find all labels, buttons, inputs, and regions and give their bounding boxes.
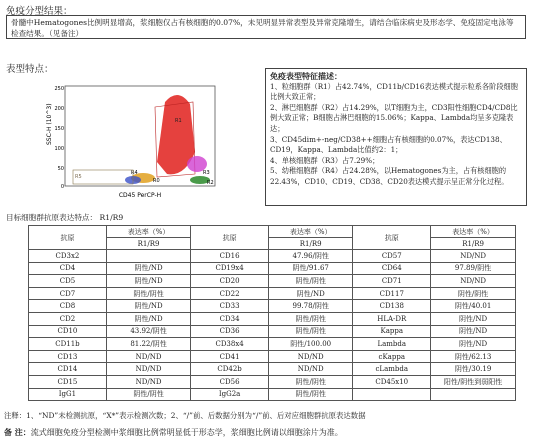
expression-cell: 阴性/62.13 (431, 350, 516, 363)
antigen-cell: CD14 (29, 363, 107, 376)
col-header: 表达率（%） (269, 226, 353, 238)
antigen-cell: cLambda (353, 363, 431, 376)
antigen-cell: CD38x4 (191, 338, 269, 351)
note-remark-text: 流式细胞免疫分型检测中浆细胞比例常明显低于形态学，浆细胞比例请以细胞涂片为准。 (30, 428, 343, 437)
description-line: 2、淋巴细胞群（R2）占14.29%，以T细胞为主，CD3阳性细胞CD4/CD8比例大致正常；B细胞占淋巴细胞的15.06%；Kappa、Lambda均呈多克隆表达； (270, 102, 518, 133)
antigen-cell: IgG1 (29, 388, 107, 401)
antigen-cell: CD4 (29, 262, 107, 275)
expression-cell: 阴性/ND (431, 325, 516, 338)
antigen-cell: HLA-DR (353, 312, 431, 325)
note-footnote: 注释：1、“ND”未检测抗原，“X*”表示检测次数；2、“/”前、后数据分别为“/”前、后对应细胞群抗原表达数据 (4, 411, 366, 420)
conclusion-text: 骨髓中Hematogones比例明显增高，浆细胞仅占有核细胞的0.07%，未见明显异常表型及异常克隆增生，请结合临床病史及形态学、免疫固定电泳等检查结果。（见备注） (11, 18, 514, 38)
antigen-cell: CD36 (191, 325, 269, 338)
antigen-cell: CD8 (29, 300, 107, 313)
antigen-cell: CD22 (191, 287, 269, 300)
expression-cell: ND/ND (431, 275, 516, 288)
expression-cell: ND/ND (431, 250, 516, 263)
antigen-cell: CD3x2 (29, 250, 107, 263)
antigen-cell: CD20 (191, 275, 269, 288)
antigen-cell: CD117 (353, 287, 431, 300)
expression-cell: 阴性/ND (269, 287, 353, 300)
table-row (29, 338, 516, 351)
expression-cell: 阴性/100.00 (269, 338, 353, 351)
antigen-cell (353, 388, 431, 401)
gate-label: R0 (153, 178, 160, 184)
antigen-cell: cKappa (353, 350, 431, 363)
expression-cell: 99.78/阴性 (269, 300, 353, 313)
antigen-cell: CD56 (191, 375, 269, 388)
gate-label: R4 (131, 170, 138, 176)
antigen-cell: CD15 (29, 375, 107, 388)
expression-cell: 阴性/阴性 (106, 287, 190, 300)
description-title: 免疫表型特征描述： (270, 71, 342, 81)
flow-plot-svg (45, 82, 220, 202)
antigen-cell: CD34 (191, 312, 269, 325)
col-header: 抗原 (191, 226, 269, 250)
expression-cell: 阴性/30.19 (431, 363, 516, 376)
expression-cell: 阴性/阴性 (269, 312, 353, 325)
col-subheader: R1/R9 (431, 238, 516, 250)
note-remark-label: 备 注： (4, 428, 31, 437)
description-box (265, 68, 527, 206)
antigen-cell: CD64 (353, 262, 431, 275)
antigen-cell: CD138 (353, 300, 431, 313)
table-title: 目标细胞群抗原表达特点： R1/R9 (6, 213, 124, 222)
gate-label: R1 (175, 118, 182, 124)
table-row (29, 300, 516, 313)
expression-cell: 阴性/阴性 (269, 275, 353, 288)
antigen-cell: CD33 (191, 300, 269, 313)
ytick: 100 (54, 146, 64, 152)
expression-cell: 81.22/阴性 (106, 338, 190, 351)
table-row (29, 275, 516, 288)
antigen-cell: CD19x4 (191, 262, 269, 275)
col-subheader: R1/R9 (106, 238, 190, 250)
table-header-row (29, 226, 516, 238)
table-row (29, 363, 516, 376)
plot-xlabel: CD45 PerCP-H (118, 192, 162, 199)
expression-cell: 阴性/阴性 (106, 388, 190, 401)
antigen-table (28, 225, 516, 401)
expression-cell: 阳性/阴性到弱阳性 (431, 375, 516, 388)
expression-cell: 43.92/阴性 (106, 325, 190, 338)
expression-cell: 阴性/ND (106, 275, 190, 288)
antigen-cell: CD42b (191, 363, 269, 376)
col-subheader: R1/R9 (269, 238, 353, 250)
table-row (29, 375, 516, 388)
antigen-cell: CD71 (353, 275, 431, 288)
expression-cell: 阴性/40.01 (431, 300, 516, 313)
conclusion-title: 免疫分型结果： (6, 6, 73, 17)
antigen-cell: CD45x10 (353, 375, 431, 388)
note-remark (4, 427, 343, 438)
description-line: 1、粒细胞群（R1）占42.74%，CD11b/CD16表达模式提示粒系各阶段细胞比例大致正常； (270, 81, 518, 102)
col-header: 表达率（%） (431, 226, 516, 238)
expression-cell: 47.96/阴性 (269, 250, 353, 263)
expression-cell: ND/ND (269, 363, 353, 376)
description-line: 4、单核细胞群（R3）占7.29%； (270, 155, 380, 165)
table-row (29, 287, 516, 300)
conclusion-box (6, 15, 526, 39)
antigen-cell: CD5 (29, 275, 107, 288)
antigen-cell: CD16 (191, 250, 269, 263)
expression-cell: 阴性/阴性 (431, 287, 516, 300)
expression-cell: 阴性/ND (106, 300, 190, 313)
antigen-cell: Kappa (353, 325, 431, 338)
plot-ylabel: SSC-H (10^3) (46, 103, 53, 145)
gate-label: R2 (207, 180, 214, 186)
antigen-cell: CD41 (191, 350, 269, 363)
antigen-cell: CD2 (29, 312, 107, 325)
expression-cell: 阴性/ND (106, 262, 190, 275)
table-row (29, 262, 516, 275)
table-row (29, 350, 516, 363)
expression-cell (106, 250, 190, 263)
ytick: 250 (54, 86, 64, 92)
flow-plot (45, 82, 220, 202)
antigen-cell: CD11b (29, 338, 107, 351)
description-line: 3、CD45dim+-neg/CD38++细胞占有核细胞的0.07%，表达CD138、CD19，Kappa、Lambda比值约2：1； (270, 134, 507, 155)
expression-cell: 阴性/阴性 (269, 388, 353, 401)
antigen-cell: CD13 (29, 350, 107, 363)
table-row (29, 325, 516, 338)
expression-cell: ND/ND (269, 350, 353, 363)
gate-label: R5 (75, 174, 82, 180)
col-header: 抗原 (29, 226, 107, 250)
expression-cell: 阴性/阴性 (269, 325, 353, 338)
gate-label: R3 (203, 170, 210, 176)
antigen-cell: Lambda (353, 338, 431, 351)
expression-cell (431, 388, 516, 401)
col-header: 表达率（%） (106, 226, 190, 238)
antigen-cell: CD57 (353, 250, 431, 263)
expression-cell: ND/ND (106, 350, 190, 363)
table-row (29, 312, 516, 325)
ytick: 50 (57, 166, 64, 172)
phenotype-title: 表型特点： (6, 64, 54, 75)
antigen-cell: IgG2a (191, 388, 269, 401)
expression-cell: 阴性/ND (431, 312, 516, 325)
table-row (29, 250, 516, 263)
expression-cell: ND/ND (106, 363, 190, 376)
antigen-cell: CD7 (29, 287, 107, 300)
description-line: 5、幼稚细胞群（R4）占24.28%，以Hematogones为主，占有核细胞的22.43%，CD10、CD19、CD38、CD20表达模式提示呈正常分化过程。 (270, 166, 509, 186)
ytick: 200 (54, 106, 64, 112)
antigen-cell: CD10 (29, 325, 107, 338)
expression-cell: 阴性/ND (106, 312, 190, 325)
ytick: 150 (54, 126, 64, 132)
col-header: 抗原 (353, 226, 431, 250)
expression-cell: 阴性/91.67 (269, 262, 353, 275)
expression-cell: 阴性/阴性 (269, 375, 353, 388)
expression-cell: 阴性/ND (431, 338, 516, 351)
table-row (29, 388, 516, 401)
ytick: 0 (60, 184, 64, 190)
expression-cell: 97.89/阴性 (431, 262, 516, 275)
expression-cell: ND/ND (106, 375, 190, 388)
